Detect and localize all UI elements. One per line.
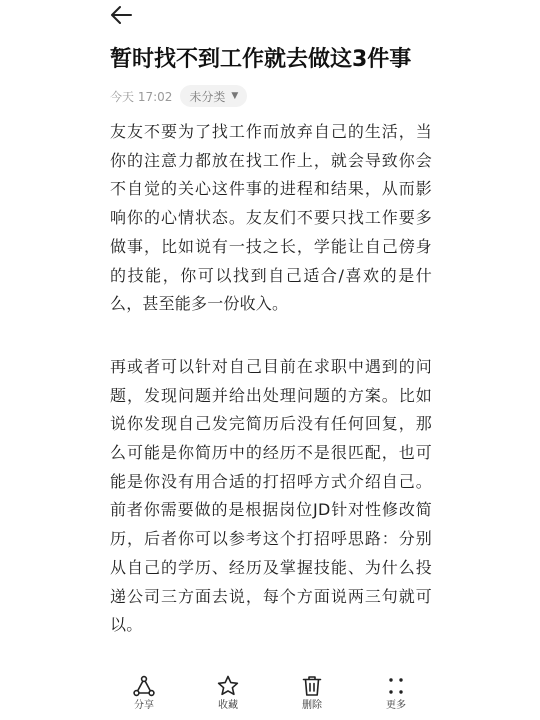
more-label: 更多	[386, 700, 406, 711]
more-dots-icon	[384, 674, 408, 698]
star-icon	[216, 674, 240, 698]
back-button[interactable]	[104, 0, 138, 30]
favorite-label: 收藏	[218, 700, 238, 711]
paragraph: 再或者可以针对自己目前在求职中遇到的问题，发现问题并给出处理问题的方案。比如说你发现自己发完简历后没有任何回复，那么可能是你简历中的经历不是很匹配，也可能是你没有用合适的打招呼方式介绍自己。前者你需要做的是根据岗位JD针对性修改简历，后者你可以参考这个打招呼思路：分别从自己的学历、经历及掌握技能、为什么投递公司三方面去说，每个方面说两三句就可以。	[110, 356, 432, 635]
favorite-button[interactable]	[198, 674, 258, 718]
share-icon	[132, 674, 156, 698]
back-arrow-icon	[109, 5, 133, 25]
delete-button[interactable]	[282, 674, 342, 718]
share-label: 分享	[134, 700, 154, 711]
note-title: 暂时找不到工作就去做这3件事	[110, 47, 412, 72]
more-button[interactable]	[366, 674, 426, 718]
delete-label: 删除	[302, 700, 322, 711]
note-body[interactable]	[110, 118, 432, 676]
caret-down-icon: ▼	[231, 91, 239, 101]
share-button[interactable]	[114, 674, 174, 718]
note-meta	[110, 84, 247, 108]
category-label: 未分类	[189, 89, 226, 104]
category-dropdown[interactable]	[180, 85, 247, 107]
bottom-toolbar	[0, 672, 540, 720]
paragraph: 友友不要为了找工作而放弃自己的生活，当你的注意力都放在找工作上，就会导致你会不自觉的关心这件事的进程和结果，从而影响你的心情状态。友友们不要只找工作要多做事，比如说有一技之长，学能让自己傍身的技能，你可以找到自己适合/喜欢的是什么，甚至能多一份收入。	[110, 122, 432, 314]
top-bar	[0, 0, 540, 34]
note-timestamp: 今天 17:02	[110, 89, 173, 104]
trash-icon	[300, 674, 324, 698]
